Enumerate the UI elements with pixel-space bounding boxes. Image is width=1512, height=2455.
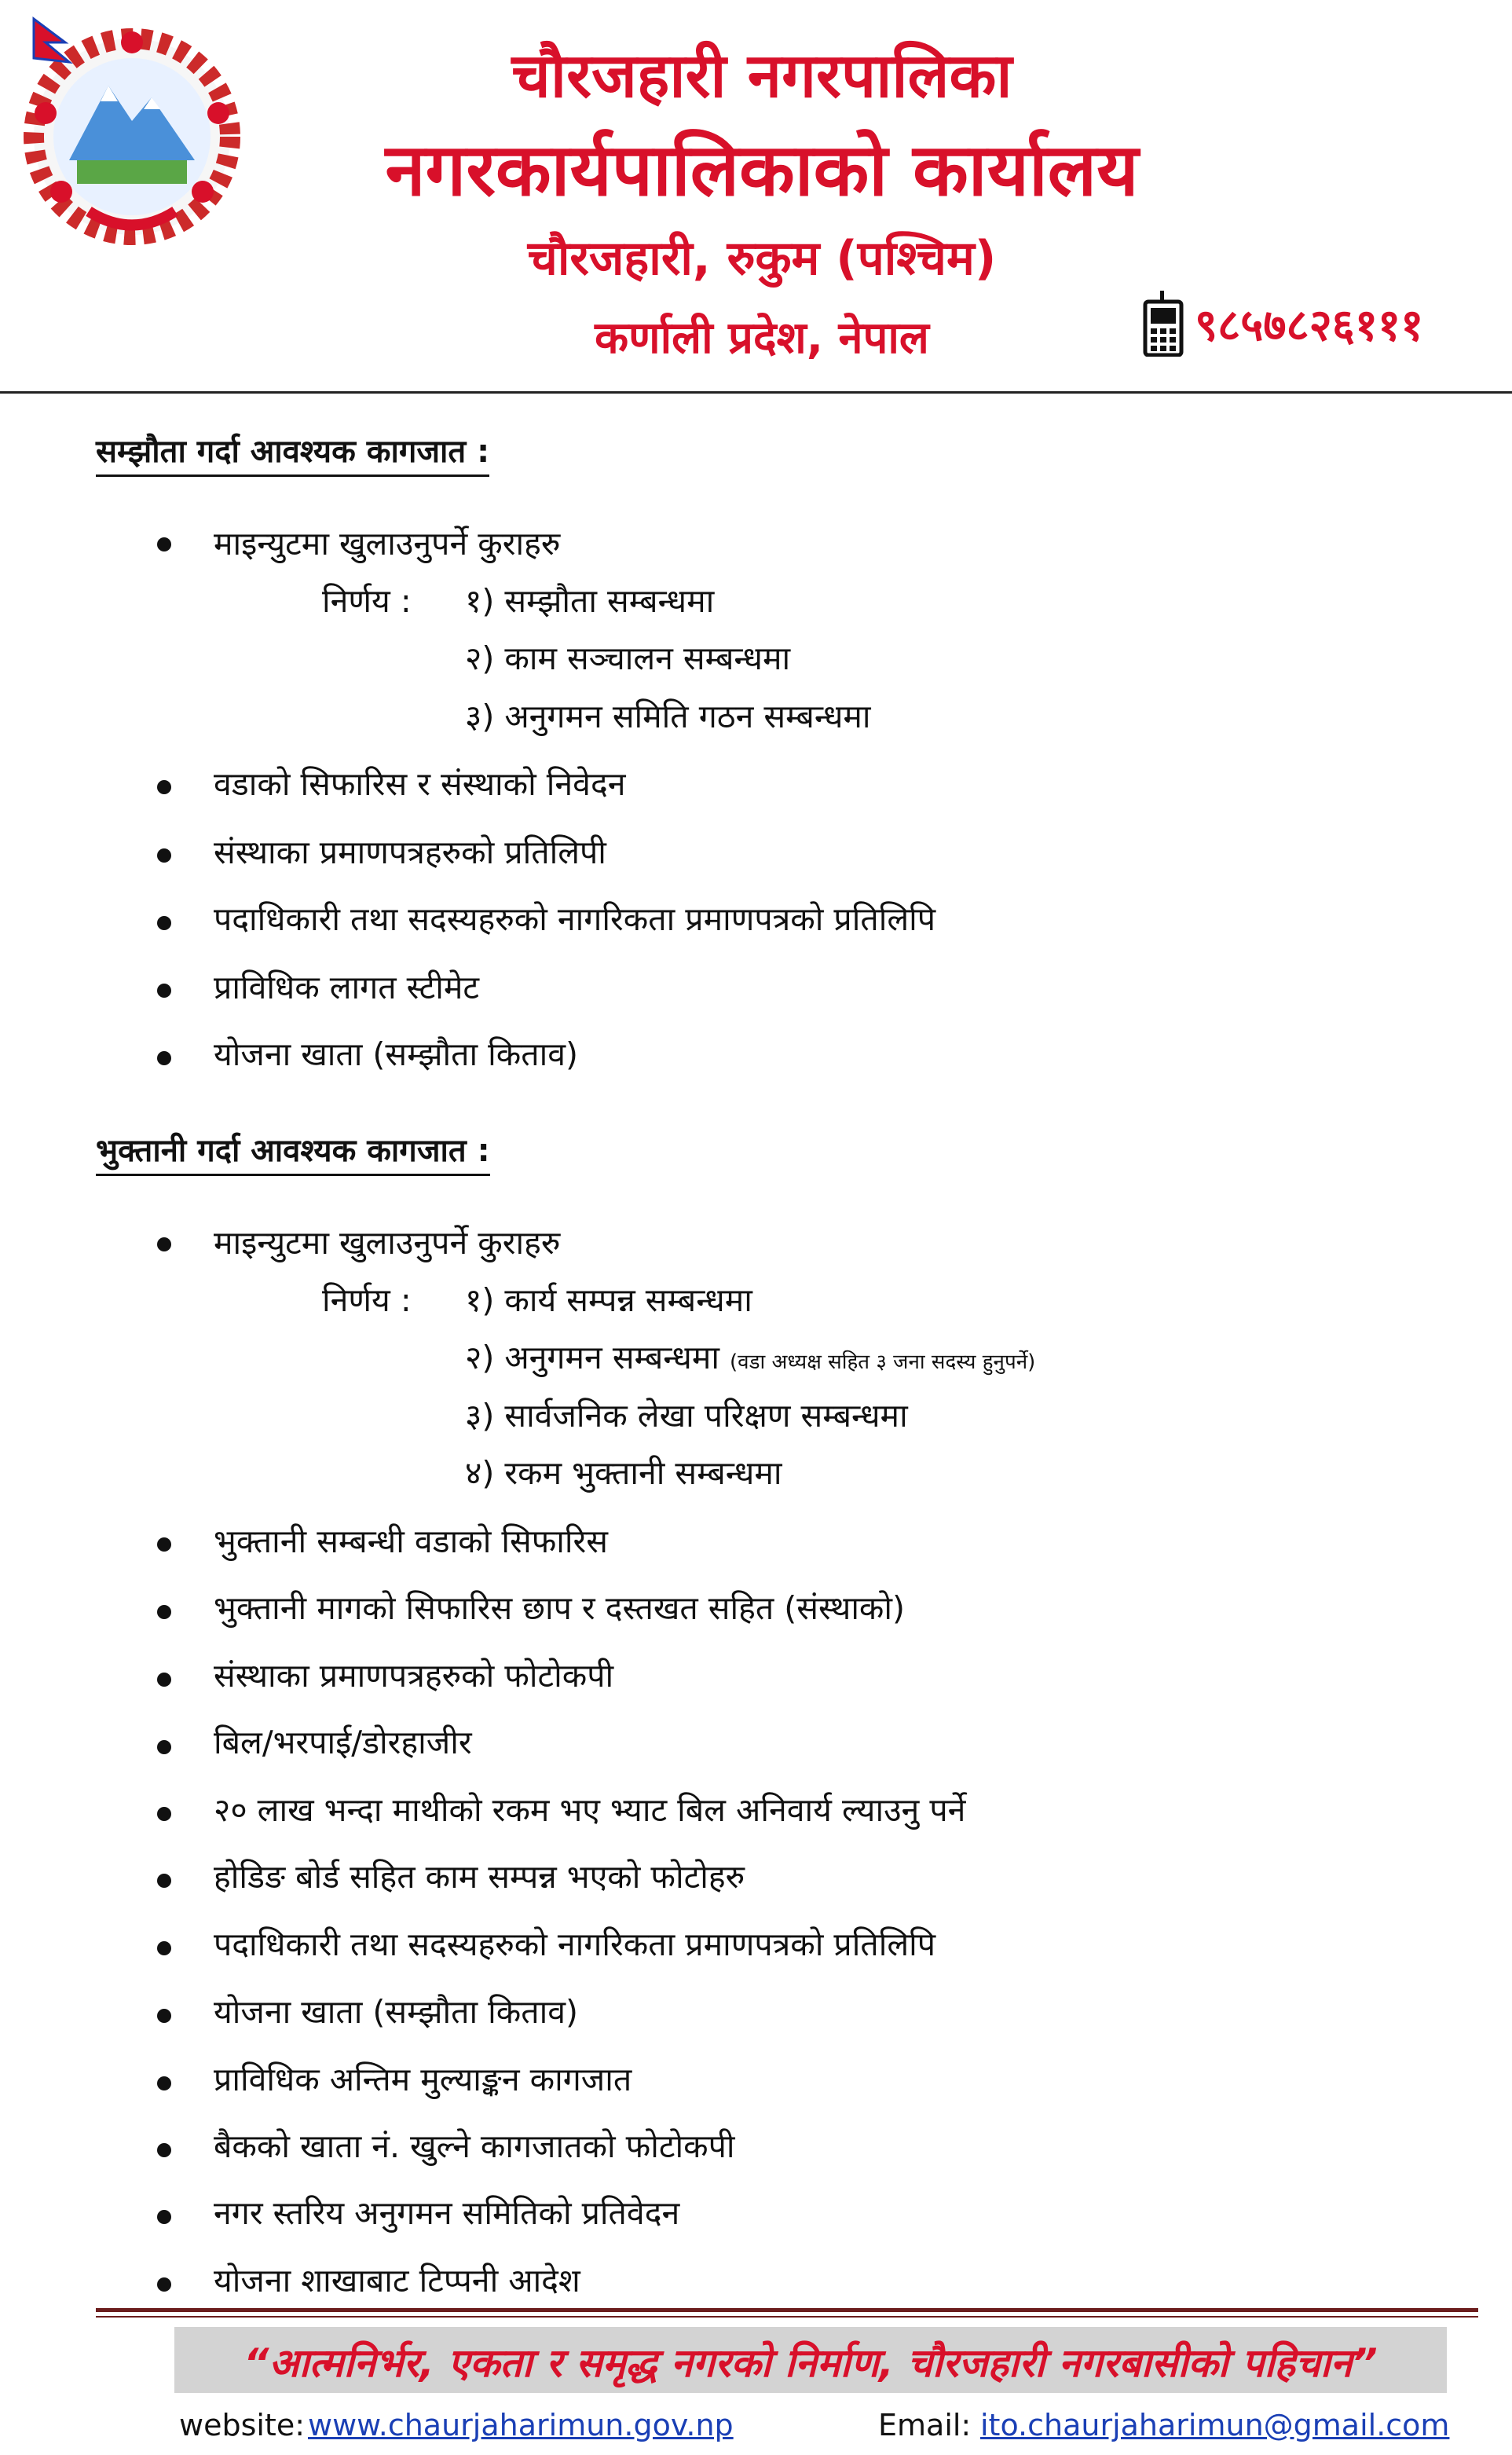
decision-item: २) काम सञ्चालन सम्बन्धमा <box>465 639 791 677</box>
list-item: २० लाख भन्दा माथीको रकम भए भ्याट बिल अनिवार्य ल्याउनु पर्ने <box>214 1791 966 1829</box>
bullet-icon <box>157 1537 171 1552</box>
bullet-icon <box>157 2009 171 2023</box>
list-item: भुक्तानी सम्बन्धी वडाको सिफारिस <box>214 1522 609 1560</box>
footer-divider <box>96 2308 1478 2312</box>
list-item: प्राविधिक लागत स्टीमेट <box>214 969 480 1006</box>
bullet-icon <box>157 1605 171 1619</box>
decision-note: (वडा अध्यक्ष सहित ३ जना सदस्य हुनुपर्ने) <box>730 1350 1036 1374</box>
list-item: भुक्तानी मागको सिफारिस छाप र दस्तखत सहित (संस्थाको) <box>214 1589 906 1627</box>
list-item: योजना खाता (सम्झौता किताव) <box>214 1035 578 1073</box>
list-item: बैकको खाता नं. खुल्ने कागजातको फोटोकपी <box>214 2127 735 2165</box>
list-item: होडिङ बोर्ड सहित काम सम्पन्न भएको फोटोहरु <box>214 1858 745 1896</box>
list-item: संस्थाका प्रमाणपत्रहरुको प्रतिलिपी <box>214 834 606 871</box>
decision-item: ४) रकम भुक्तानी सम्बन्धमा <box>465 1454 782 1492</box>
footer-divider-thin <box>96 2316 1478 2318</box>
decision-label: निर्णय : <box>322 582 412 620</box>
list-item: बिल/भरपाई/डोरहाजीर <box>214 1724 472 1761</box>
bullet-icon <box>157 1740 171 1754</box>
decision-label: निर्णय : <box>322 1281 412 1319</box>
bullet-icon <box>157 1237 171 1251</box>
list-item: योजना खाता (सम्झौता किताव) <box>214 1993 578 2031</box>
list-item: पदाधिकारी तथा सदस्यहरुको नागरिकता प्रमाणपत्रको प्रतिलिपि <box>214 900 936 938</box>
list-item: योजना शाखाबाट टिप्पनी आदेश <box>214 2262 580 2299</box>
footer-slogan: “आत्मनिर्भर, एकता र समृद्ध नगरको निर्माण, चौरजहारी नगरबासीको पहिचान” <box>243 2340 1378 2386</box>
website-link[interactable]: www.chaurjaharimun.gov.np <box>308 2408 734 2442</box>
email-link[interactable]: ito.chaurjaharimun@gmail.com <box>980 2408 1450 2442</box>
bullet-icon <box>157 1807 171 1821</box>
list-item: माइन्युटमा खुलाउनुपर्ने कुराहरु <box>214 525 561 562</box>
email-label: Email: <box>878 2408 972 2442</box>
list-item: पदाधिकारी तथा सदस्यहरुको नागरिकता प्रमाणपत्रको प्रतिलिपि <box>214 1926 936 1963</box>
decision-item: १) कार्य सम्पन्न सम्बन्धमा <box>465 1281 752 1319</box>
province-country: कर्णाली प्रदेश, नेपाल <box>595 313 929 364</box>
decision-item-text: २) अनुगमन सम्बन्धमा <box>465 1339 719 1376</box>
payment-section-title: भुक्तानी गर्दा आवश्यक कागजात : <box>96 1127 490 1176</box>
website-label: website: <box>179 2408 306 2442</box>
bullet-icon <box>157 1874 171 1888</box>
decision-item: १) सम्झौता सम्बन्धमा <box>465 582 715 620</box>
bullet-icon <box>157 1673 171 1687</box>
list-item: प्राविधिक अन्तिम मुल्याङ्कन कागजात <box>214 2061 632 2098</box>
phone-number: ९८५७८२६१११ <box>1195 300 1424 351</box>
bullet-icon <box>157 2143 171 2157</box>
bullet-icon <box>157 2076 171 2090</box>
bullet-icon <box>157 2210 171 2224</box>
bullet-icon <box>157 2277 171 2292</box>
list-item: संस्थाका प्रमाणपत्रहरुको फोटोकपी <box>214 1657 614 1695</box>
office-name: नगरकार्यपालिकाको कार्यालय <box>385 128 1139 212</box>
agreement-section-title: सम्झौता गर्दा आवश्यक कागजात : <box>96 428 489 477</box>
municipality-name: चौरजहारी नगरपालिका <box>511 41 1012 112</box>
list-item: नगर स्तरिय अनुगमन समितिको प्रतिवेदन <box>214 2194 680 2232</box>
office-address: चौरजहारी, रुकुम (पश्चिम) <box>527 231 997 286</box>
decision-item <box>465 1339 1036 1376</box>
list-item: माइन्युटमा खुलाउनुपर्ने कुराहरु <box>214 1224 561 1262</box>
bullet-icon <box>157 1941 171 1955</box>
decision-item: ३) सार्वजनिक लेखा परिक्षण सम्बन्धमा <box>465 1397 908 1435</box>
list-item: वडाको सिफारिस र संस्थाको निवेदन <box>214 765 626 803</box>
decision-item: ३) अनुगमन समिति गठन सम्बन्धमा <box>465 698 871 735</box>
